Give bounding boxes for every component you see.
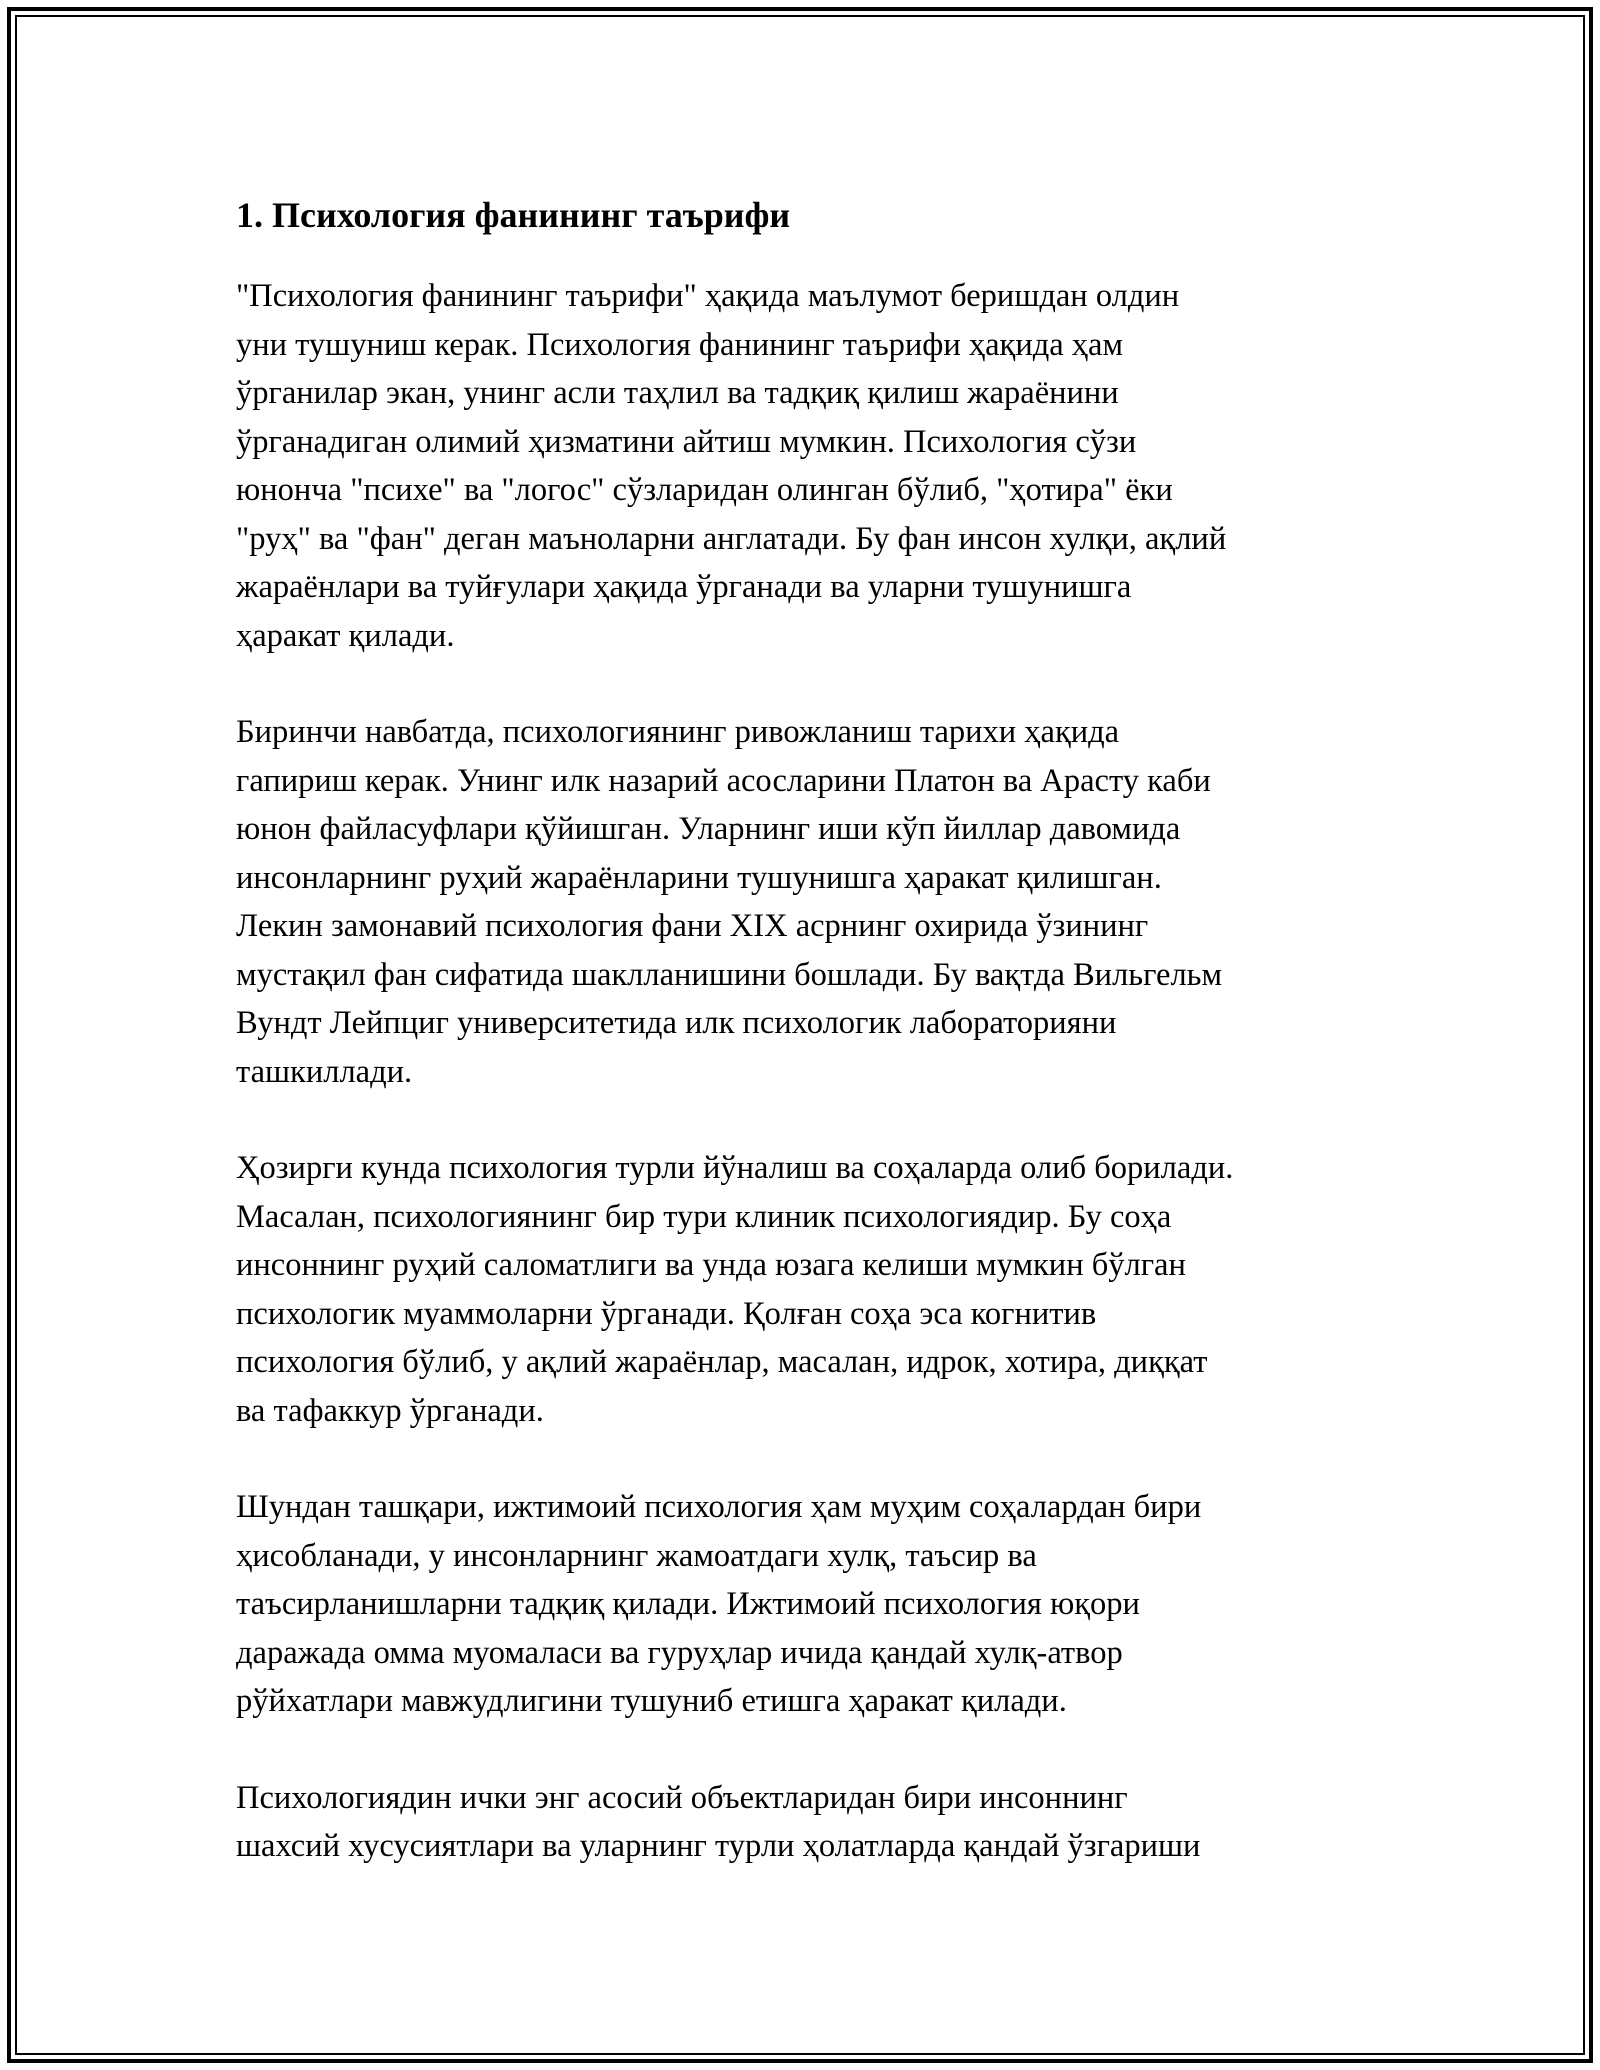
text-line: "Психология фанининг таърифи" ҳақида маълумот беришдан олдин xyxy=(236,278,1180,314)
text-line: ўрганилар экан, унинг асли таҳлил ва тадқиқ қилиш жараёнини xyxy=(236,375,1119,411)
text-line: шахсий хусусиятлари ва уларнинг турли ҳолатларда қандай ўзгариши xyxy=(236,1828,1201,1864)
paragraph-branches xyxy=(236,1144,1376,1435)
text-line: жараёнлари ва туйғулари ҳақида ўрганади ва уларни тушунишга xyxy=(236,569,1132,605)
text-line: Ҳозирги кунда психология турли йўналиш ва соҳаларда олиб борилади. xyxy=(236,1150,1234,1186)
text-line: "руҳ" ва "фан" деган маъноларни англатади. Бу фан инсон хулқи, ақлий xyxy=(236,520,1227,557)
text-line: юнон файласуфлари қўйишган. Уларнинг иши кўп йиллар давомида xyxy=(236,811,1181,847)
text-line: ташкиллади. xyxy=(236,1053,413,1090)
paragraph-history xyxy=(236,708,1376,1096)
text-line: юнонча "психе" ва "логос" сўзларидан олинган бўлиб, "ҳотира" ёки xyxy=(236,472,1173,508)
text-line: Вундт Лейпциг университетида илк психологик лабораторияни xyxy=(236,1005,1117,1041)
text-line: психологик муаммоларни ўрганади. Қолған соҳа эса когнитив xyxy=(236,1295,1097,1332)
text-line: гапириш керак. Унинг илк назарий асосларини Платон ва Арасту каби xyxy=(236,762,1211,799)
text-line: психология бўлиб, у ақлий жараёнлар, масалан, идрок, хотира, диққат xyxy=(236,1344,1208,1380)
text-line: Шундан ташқари, ижтимоий психология ҳам муҳим соҳалардан бири xyxy=(236,1489,1202,1525)
text-line: инсоннинг руҳий саломатлиги ва унда юзага келиши мумкин бўлган xyxy=(236,1247,1186,1283)
paragraph-personality xyxy=(236,1774,1376,1871)
text-line: ҳисобланади, у инсонларнинг жамоатдаги хулқ, таъсир ва xyxy=(236,1537,1037,1574)
paragraph-social-psychology xyxy=(236,1483,1376,1726)
text-line: таъсирланишларни тадқиқ қилади. Ижтимоий психология юқори xyxy=(236,1586,1140,1622)
text-line: Биринчи навбатда, психологиянинг ривожланиш тарихи ҳақида xyxy=(236,714,1120,750)
text-line: рўйхатлари мавжудлигини тушуниб етишга ҳаракат қилади. xyxy=(236,1683,1067,1719)
text-line: даражада омма муомаласи ва гуруҳлар ичида қандай хулқ-атвор xyxy=(236,1634,1123,1671)
text-line: мустақил фан сифатида шаклланишини бошлади. Бу вақтда Вильгельм xyxy=(236,956,1223,993)
text-line: Психологиядин ички энг асосий объектларидан бири инсоннинг xyxy=(236,1779,1128,1816)
text-line: ва тафаккур ўрганади. xyxy=(236,1392,544,1429)
text-line: Лекин замонавий психология фани XIX асрнинг охирида ўзининг xyxy=(236,908,1149,944)
text-line: Масалан, психологиянинг бир тури клиник психологиядир. Бу соҳа xyxy=(236,1198,1172,1235)
document-title: 1. Психология фанининг таърифи xyxy=(236,195,791,235)
text-line: ўрганадиган олимий ҳизматини айтиш мумкин. Психология сўзи xyxy=(236,423,1137,460)
document-body xyxy=(236,188,1376,1919)
paragraph-definition xyxy=(236,272,1376,660)
text-line: уни тушуниш керак. Психология фанининг таърифи ҳақида ҳам xyxy=(236,326,1124,363)
text-line: инсонларнинг руҳий жараёнларини тушунишга ҳаракат қилишган. xyxy=(236,859,1162,896)
text-line: ҳаракат қилади. xyxy=(236,617,455,654)
